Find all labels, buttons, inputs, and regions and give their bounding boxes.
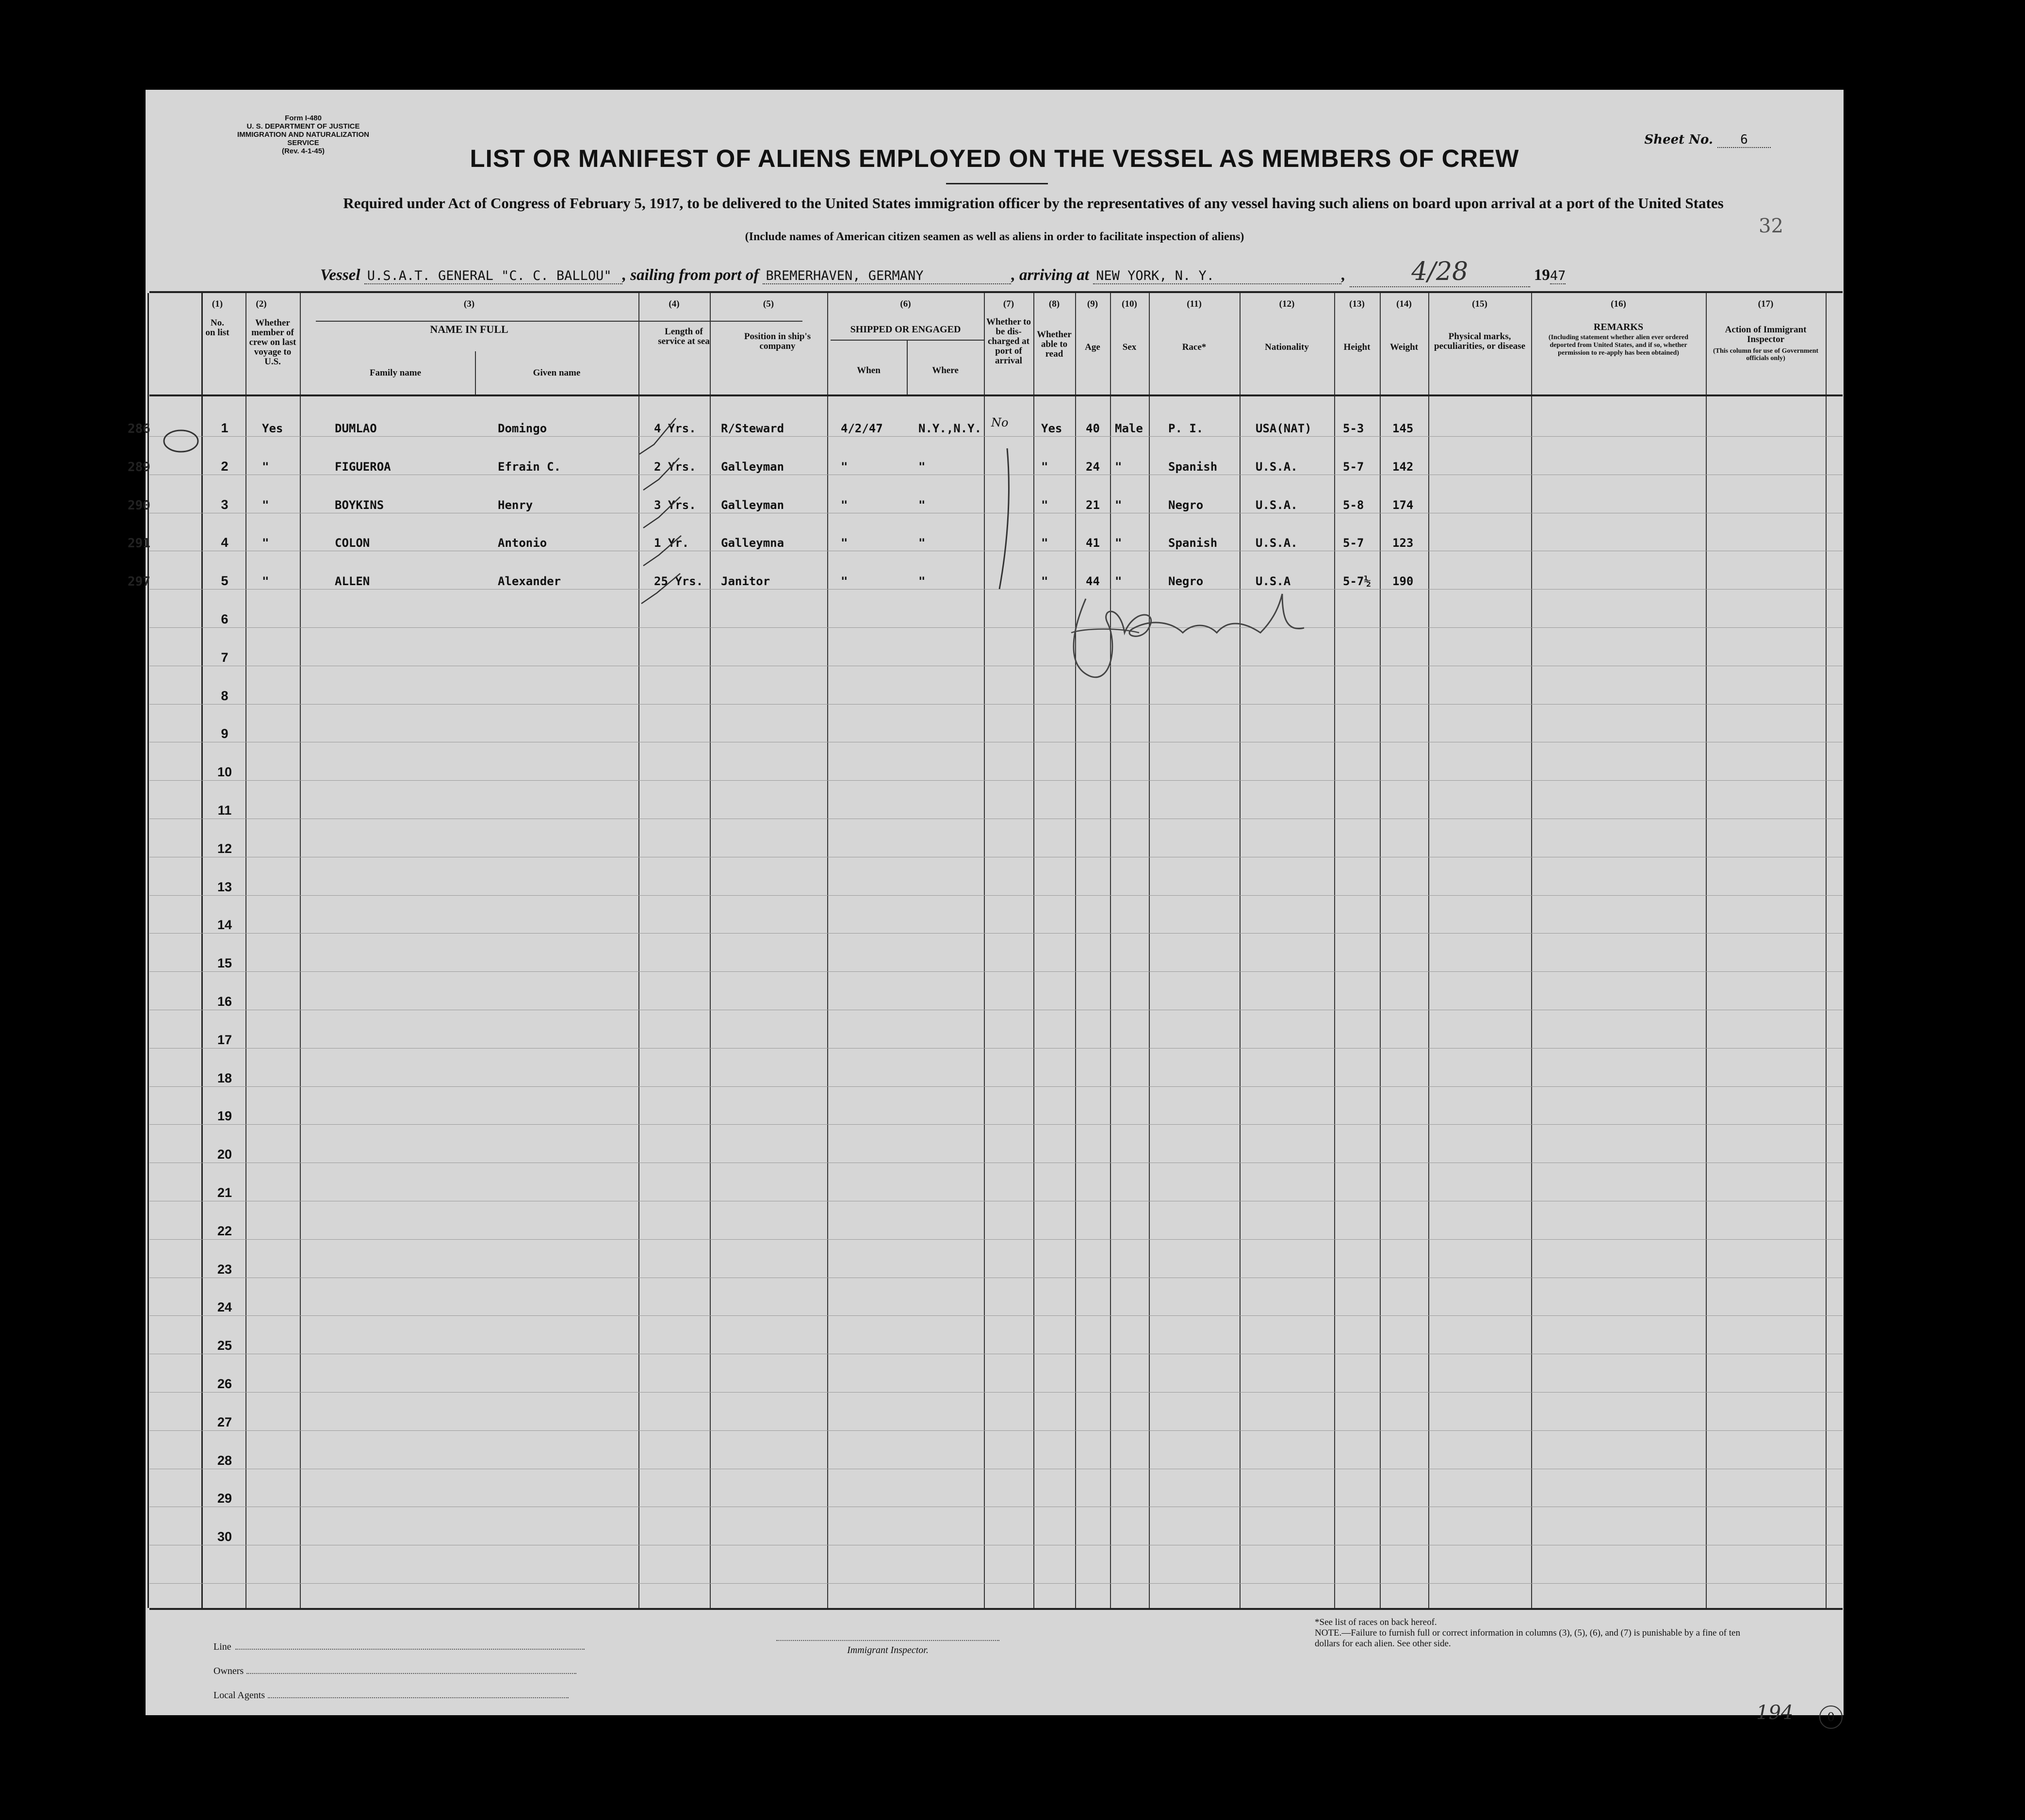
age-cell: 40 (1086, 422, 1100, 435)
shipped-where-cell: " (918, 498, 926, 512)
family-name-cell: FIGUEROA (335, 459, 391, 474)
sheet-number-value: 6 (1717, 132, 1771, 148)
list-number: 26 (217, 1377, 232, 1391)
header-list-number: No. on list (205, 318, 229, 338)
header-weight: Weight (1389, 342, 1419, 352)
column-number: (1) (212, 299, 223, 309)
race-cell: Negro (1168, 498, 1204, 512)
check-mark (639, 418, 676, 454)
circled-number: 0 (1819, 1705, 1843, 1729)
height-cell: 5-7 (1343, 536, 1364, 550)
list-number: 30 (217, 1529, 232, 1544)
footer-owners-field: Owners (213, 1666, 576, 1677)
header-able-to-read: Whether able to read (1037, 329, 1072, 359)
position-cell: R/Steward (721, 422, 784, 435)
position-cell: Galleyman (721, 459, 784, 474)
footer-note: *See list of races on back hereof. NOTE.—Failure to furnish full or correct information in columns (3), (5), (6), and (7) is punishable by a fine of ten dollars for each alien. See other side. (1315, 1617, 1740, 1649)
row-rule (149, 895, 1843, 896)
header-remarks: REMARKS (1593, 322, 1644, 332)
family-name-cell: DUMLAO (335, 422, 377, 435)
handwritten-number: 32 (1759, 215, 1783, 237)
margin-entry-number: 286 (128, 422, 150, 436)
list-number: 4 (221, 535, 229, 550)
margin-entry-number: 289 (128, 459, 150, 475)
list-number: 27 (217, 1414, 232, 1429)
sex-cell: Male (1115, 422, 1143, 435)
list-number: 14 (217, 918, 232, 933)
row-rule (149, 1239, 1843, 1240)
header-remarks-note: (Including statement whether alien ever ordered deported from United States, and if so, whether permission to re-apply has been obtained) (1548, 334, 1689, 357)
height-cell: 5-3 (1343, 422, 1364, 435)
row-rule (149, 1124, 1843, 1125)
service-length-cell: 1 Yr. (654, 536, 689, 550)
margin-entry-number: 297 (128, 574, 150, 590)
title-divider (946, 183, 1048, 184)
margin-entry-number: 290 (128, 498, 150, 513)
nationality-cell: U.S.A. (1256, 536, 1298, 550)
shipped-where-cell: " (918, 574, 926, 589)
column-number: (10) (1122, 299, 1137, 309)
last-voyage-cell: " (262, 459, 269, 474)
header-position: Position in ship's company (744, 331, 811, 351)
header-family-name: Family name (369, 368, 422, 378)
column-number: (6) (900, 299, 911, 309)
list-number: 22 (217, 1223, 232, 1238)
shipped-when-cell: 4/2/47 (841, 422, 883, 435)
crew-table (128, 291, 1843, 1610)
column-number: (4) (669, 299, 680, 309)
footer-line-field: Line (213, 1641, 585, 1653)
vessel-line: Vessel U.S.A.T. GENERAL "C. C. BALLOU" , sailing from port of BREMERHAVEN, GERMANY , arriving at NEW YORK, N. Y. , 4/28 1947 (320, 257, 1566, 286)
header-inspector-action: Action of Immigrant Inspector (1725, 325, 1807, 344)
last-voyage-cell: Yes (262, 422, 283, 435)
check-mark (643, 497, 680, 528)
header-name-in-full: NAME IN FULL (430, 323, 508, 335)
column-number: (9) (1087, 299, 1098, 309)
margin-entry-number: 291 (128, 536, 150, 551)
sex-cell: " (1115, 498, 1122, 512)
margin-circle-mark (164, 430, 198, 452)
header-race: Race* (1182, 342, 1207, 352)
given-name-cell: Domingo (498, 422, 547, 435)
column-number: (3) (463, 299, 475, 309)
inspector-signature-line: Immigrant Inspector. (776, 1640, 999, 1656)
check-mark (643, 458, 679, 490)
service-length-cell: 2 Yrs. (654, 459, 696, 474)
shipped-where-cell: " (918, 459, 926, 474)
check-mark (641, 574, 680, 604)
service-length-cell: 4 Yrs. (654, 422, 696, 435)
height-cell: 5-8 (1343, 498, 1364, 512)
weight-cell: 190 (1392, 574, 1414, 589)
able-to-read-cell: " (1041, 498, 1048, 512)
able-to-read-cell: " (1041, 459, 1048, 474)
nationality-cell: U.S.A (1256, 574, 1291, 589)
given-name-cell: Antonio (498, 536, 547, 550)
row-rule (149, 933, 1843, 934)
legal-requirement: Required under Act of Congress of February 5, 1917, to be delivered to the United States immigration officer by the representatives of any vessel having such aliens on board upon arrival at a port of the United States (343, 195, 1724, 212)
race-cell: P. I. (1168, 422, 1204, 435)
list-number: 5 (221, 574, 229, 589)
manifest-sheet (128, 90, 1844, 1724)
arrival-date: 4/28 (1411, 257, 1469, 286)
discharge-bracket-mark (999, 448, 1009, 589)
family-name-cell: COLON (335, 536, 370, 550)
row-rule (149, 1392, 1843, 1393)
race-cell: Spanish (1168, 459, 1218, 474)
column-number: (7) (1003, 299, 1014, 309)
shipped-when-cell: " (841, 574, 848, 589)
header-where: Where (932, 365, 959, 376)
list-number: 7 (221, 650, 229, 665)
page-title: LIST OR MANIFEST OF ALIENS EMPLOYED ON THE VESSEL AS MEMBERS OF CREW (470, 145, 1519, 172)
sex-cell: " (1115, 459, 1122, 474)
list-number: 15 (217, 956, 232, 971)
list-number: 28 (217, 1453, 232, 1468)
column-number: (12) (1279, 299, 1295, 309)
header-nationality: Nationality (1265, 342, 1309, 352)
race-cell: Negro (1168, 574, 1204, 589)
arrival-port: NEW YORK, N. Y. (1093, 268, 1341, 284)
list-number: 24 (217, 1300, 232, 1315)
able-to-read-cell: " (1041, 574, 1048, 589)
list-number: 3 (221, 497, 229, 512)
header-when: When (857, 365, 881, 376)
sailing-port: BREMERHAVEN, GERMANY (763, 268, 1011, 284)
weight-cell: 145 (1392, 422, 1414, 435)
header-inspector-note: (This column for use of Government officials only) (1713, 347, 1819, 362)
list-number: 16 (217, 994, 232, 1009)
form-identifier: Form I-480 U. S. DEPARTMENT OF JUSTICE IMMIGRATION AND NATURALIZATION SERVICE (Rev. 4-1-45) (237, 114, 369, 155)
row-rule (149, 971, 1843, 972)
list-number: 6 (221, 612, 229, 626)
list-number: 11 (217, 803, 232, 818)
row-rule (149, 780, 1843, 781)
check-mark (643, 536, 681, 566)
height-cell: 5-7½ (1343, 574, 1371, 589)
sheet-number: Sheet No. 6 (1644, 132, 1771, 148)
height-cell: 5-7 (1343, 459, 1364, 474)
list-number: 17 (217, 1032, 232, 1047)
shipped-when-cell: " (841, 536, 848, 550)
arrival-year: 47 (1550, 268, 1566, 283)
list-number: 18 (217, 1070, 232, 1085)
list-number: 8 (221, 688, 229, 703)
last-voyage-cell: " (262, 536, 269, 550)
list-number: 2 (221, 459, 229, 474)
list-number: 29 (217, 1491, 232, 1506)
position-cell: Galleyman (721, 498, 784, 512)
header-physical-marks: Physical marks, peculiarities, or disease (1434, 331, 1526, 351)
signature (1074, 594, 1304, 677)
weight-cell: 174 (1392, 498, 1414, 512)
list-number: 23 (217, 1262, 232, 1277)
column-number: (5) (763, 299, 774, 309)
position-cell: Janitor (721, 574, 770, 589)
sex-cell: " (1115, 536, 1122, 550)
row-rule (149, 1086, 1843, 1087)
list-number: 19 (217, 1109, 232, 1124)
column-number: (17) (1758, 299, 1774, 309)
vessel-name: U.S.A.T. GENERAL "C. C. BALLOU" (364, 268, 622, 284)
header-age: Age (1085, 342, 1100, 352)
footer-agents-field: Local Agents (213, 1690, 569, 1701)
weight-cell: 123 (1392, 536, 1414, 550)
row-rule (149, 1048, 1843, 1049)
nationality-cell: U.S.A. (1256, 459, 1298, 474)
shipped-when-cell: " (841, 498, 848, 512)
discharged-cell: No (991, 416, 1009, 429)
handwriting-marks (149, 293, 1843, 730)
service-length-cell: 3 Yrs. (654, 498, 696, 512)
age-cell: 24 (1086, 459, 1100, 474)
nationality-cell: USA(NAT) (1256, 422, 1312, 435)
weight-cell: 142 (1392, 459, 1414, 474)
able-to-read-cell: " (1041, 536, 1048, 550)
include-instruction: (Include names of American citizen seamen as well as aliens in order to facilitate inspection of aliens) (745, 230, 1244, 243)
column-number: (2) (256, 299, 267, 309)
column-number: (15) (1472, 299, 1487, 309)
list-number: 13 (217, 879, 232, 894)
given-name-cell: Alexander (498, 574, 561, 589)
column-number: (16) (1611, 299, 1626, 309)
column-number: (8) (1048, 299, 1060, 309)
header-height: Height (1343, 342, 1371, 352)
row-rule (149, 1430, 1843, 1431)
column-number: (13) (1349, 299, 1365, 309)
row-rule (149, 1315, 1843, 1316)
header-last-voyage: Whether member of crew on last voyage to U.S. (249, 318, 296, 367)
nationality-cell: U.S.A. (1256, 498, 1298, 512)
list-number: 20 (217, 1147, 232, 1162)
column-number: (14) (1396, 299, 1412, 309)
handwritten-page-number: 194 (1756, 1702, 1794, 1724)
list-number: 12 (217, 841, 232, 856)
list-number: 10 (217, 765, 232, 780)
shipped-when-cell: " (841, 459, 848, 474)
header-given-name: Given name (533, 368, 581, 378)
header-shipped-engaged: SHIPPED OR ENGAGED (850, 324, 961, 335)
given-name-cell: Henry (498, 498, 533, 512)
last-voyage-cell: " (262, 498, 269, 512)
service-length-cell: 25 Yrs. (654, 574, 703, 589)
list-number: 1 (221, 421, 229, 435)
list-number: 21 (217, 1185, 232, 1200)
family-name-cell: BOYKINS (335, 498, 384, 512)
row-rule (149, 1583, 1843, 1584)
shipped-where-cell: " (918, 536, 926, 550)
column-number: (11) (1187, 299, 1202, 309)
given-name-cell: Efrain C. (498, 459, 561, 474)
last-voyage-cell: " (262, 574, 269, 589)
shipped-where-cell: N.Y.,N.Y. (918, 422, 982, 435)
able-to-read-cell: Yes (1041, 422, 1062, 435)
race-cell: Spanish (1168, 536, 1218, 550)
position-cell: Galleymna (721, 536, 784, 550)
age-cell: 44 (1086, 574, 1100, 589)
sex-cell: " (1115, 574, 1122, 589)
age-cell: 21 (1086, 498, 1100, 512)
list-number: 25 (217, 1338, 232, 1353)
header-discharged: Whether to be dis- charged at port of arrival (986, 317, 1031, 366)
family-name-cell: ALLEN (335, 574, 370, 589)
list-number: 9 (221, 726, 229, 741)
header-sex: Sex (1122, 342, 1137, 352)
age-cell: 41 (1086, 536, 1100, 550)
header-length-of-service: Length of service at sea (658, 327, 710, 346)
